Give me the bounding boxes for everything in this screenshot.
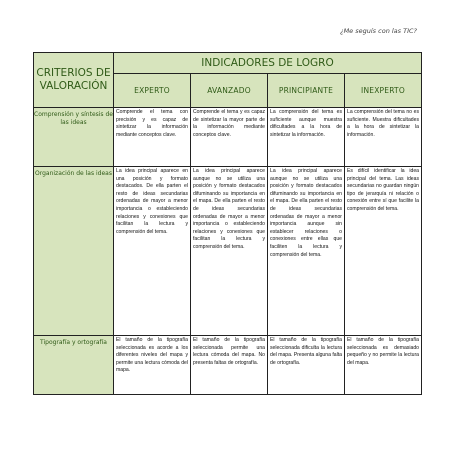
criterion-cell: Comprensión y síntesis de las ideas xyxy=(34,108,114,167)
criterion-cell: Tipografía y ortografía xyxy=(34,336,114,395)
header-row-top xyxy=(34,53,422,74)
page-tagline: ¿Me seguís con las TIC? xyxy=(340,27,417,35)
table-row xyxy=(34,336,422,395)
descriptor-cell: Es difícil identificar la idea principal del tema. Las ideas secundarias no guardan ningún tipo de jerarquía ni relación o conexión entre sí que facilite la comprensión del tema. xyxy=(345,167,422,336)
descriptor-cell: Comprende el tema con precisión y es capaz de sintetizar la información mediante conceptos clave. xyxy=(114,108,191,167)
level-header-experto: EXPERTO xyxy=(114,74,191,108)
criterion-cell: Organización de las ideas xyxy=(34,167,114,336)
indicadores-header: INDICADORES DE LOGRO xyxy=(114,53,422,74)
descriptor-cell: El tamaño de la tipografía seleccionada es demasiado pequeño y no permite la lectura del mapa. xyxy=(345,336,422,395)
level-header-inexperto: INEXPERTO xyxy=(345,74,422,108)
table-row xyxy=(34,167,422,336)
criterios-header: CRITERIOS DE VALORACIÓN xyxy=(34,53,114,108)
descriptor-cell: La comprensión del tema no es suficiente. Muestra dificultades a la hora de sintetizar la información. xyxy=(345,108,422,167)
rubric-table xyxy=(33,52,422,395)
descriptor-cell: La idea principal aparece en una posición y formato destacados. De ella parten el resto de ideas secundarias ordenadas de mayor a menor importancia o estableciendo relaciones y conexiones que facilitan la lectura y comprensión del tema. xyxy=(114,167,191,336)
descriptor-cell: La idea principal aparece aunque no se utiliza una posición y formato destacados difuminando su importancia en el mapa. De ella parten el resto de ideas secundarias ordenadas de mayor a menor importancia o estableciendo relaciones y conexiones que facilitan la lectura y comprensión del tema. xyxy=(191,167,268,336)
level-header-principiante: PRINCIPIANTE xyxy=(268,74,345,108)
descriptor-cell: La idea principal aparece aunque no se utiliza una posición y formato destacados difuminando su importancia en el mapa. De ella parten el resto de ideas secundarias ordenadas de mayor a menor importancia aunque sin establecer relaciones o conexiones entre ellas que faciliten la lectura y comprensión del tema. xyxy=(268,167,345,336)
descriptor-cell: Comprende el tema y es capaz de sintetizar la mayor parte de la información mediante conceptos clave. xyxy=(191,108,268,167)
table-row xyxy=(34,108,422,167)
descriptor-cell: El tamaño de la tipografía seleccionada dificulta la lectura del mapa. Presenta alguna falta de ortografía. xyxy=(268,336,345,395)
descriptor-cell: El tamaño de la tipografía seleccionada es acorde a los diferentes niveles del mapa y permite una lectura cómoda del mapa. xyxy=(114,336,191,395)
descriptor-cell: El tamaño de la tipografía seleccionada permite una lectura cómoda del mapa. No presenta faltas de ortografía. xyxy=(191,336,268,395)
level-header-avanzado: AVANZADO xyxy=(191,74,268,108)
descriptor-cell: La comprensión del tema es suficiente aunque muestra dificultades a la hora de sintetizar la información. xyxy=(268,108,345,167)
